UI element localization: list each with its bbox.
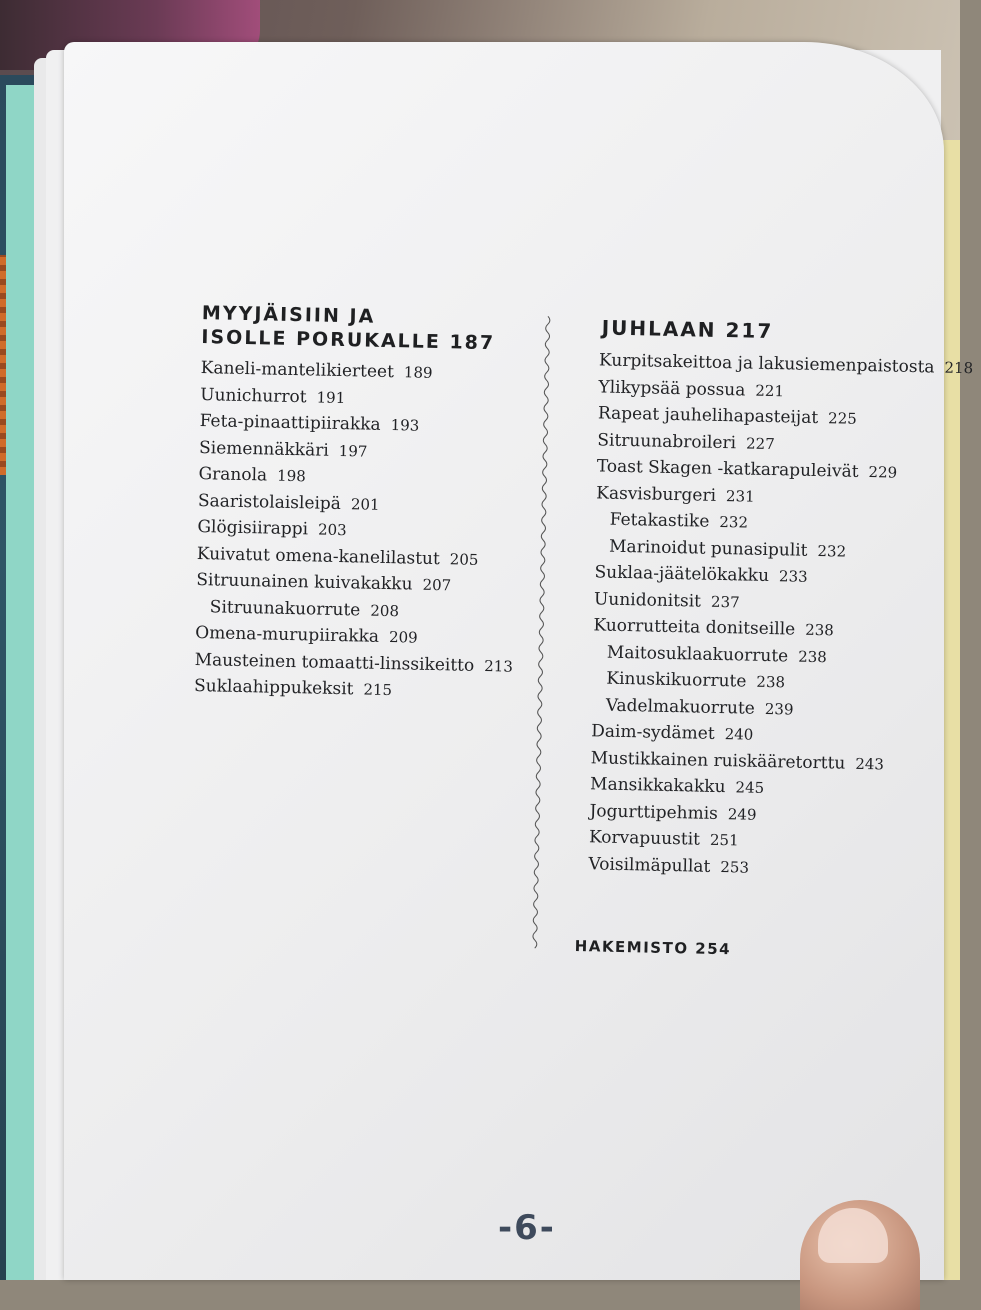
recipe-title: Mansikkakakku	[589, 774, 726, 798]
recipe-title: Maitosuklaakuorrute	[606, 642, 789, 666]
page-ref: 238	[756, 672, 786, 692]
heading-line: MYYJÄISIIN JA	[201, 302, 376, 328]
page-ref: 238	[798, 647, 828, 666]
page-ref: 229	[868, 463, 898, 482]
page-ref: 233	[778, 567, 808, 586]
page-ref: 221	[755, 381, 785, 400]
page-ref: 193	[390, 416, 420, 435]
page-ref: 232	[719, 512, 749, 532]
recipe-title: Granola	[198, 464, 268, 486]
recipe-title: Uunichurrot	[200, 384, 307, 407]
recipe-title: Kuivatut omena-kanelilastut	[196, 543, 441, 569]
recipe-title: Sitruunabroileri	[597, 429, 737, 453]
recipe-title: Rapeat jauhelihapasteijat	[597, 403, 819, 428]
recipe-title: Omena-murupiirakka	[195, 622, 380, 647]
recipe-title: Jogurttipehmis	[589, 800, 719, 824]
recipe-title: Kurpitsakeittoa ja lakusiemenpaistosta	[598, 350, 935, 378]
page-ref: 205	[449, 549, 479, 569]
page-ref: 201	[350, 494, 380, 514]
page-number: -6-	[498, 1208, 556, 1248]
page-ref: 240	[724, 725, 754, 744]
recipe-title: Mustikkainen ruiskääretorttu	[590, 747, 846, 774]
page-ref: 208	[370, 601, 400, 620]
page-ref: 243	[855, 754, 885, 773]
recipe-title: Voisilmäpullat	[588, 853, 711, 877]
recipe-title: Ylikypsää possua	[598, 376, 746, 400]
page-ref: 249	[727, 804, 757, 824]
wavy-divider	[531, 316, 552, 948]
recipe-title: Saaristolaisleipä	[197, 490, 342, 514]
page-ref: 218	[944, 358, 974, 378]
recipe-title: Uunidonitsit	[593, 588, 702, 612]
recipe-title: Marinoidut punasipulit	[608, 536, 808, 561]
index-heading: HAKEMISTO 254	[574, 937, 732, 959]
recipe-title: Toast Skagen -katkarapuleivät	[596, 456, 859, 482]
recipe-title: Kaneli-mantelikierteet	[200, 358, 395, 383]
recipe-title: Suklaa-jäätelökakku	[594, 562, 770, 586]
page-ref: 227	[745, 433, 775, 453]
recipe-title: Siemennäkkäri	[198, 437, 329, 461]
recipe-list-left	[194, 355, 519, 706]
page-ref: 215	[363, 680, 393, 700]
page-ref: 251	[709, 830, 739, 850]
recipe-title: Daim-sydämet	[591, 721, 715, 744]
page-ref: 237	[710, 592, 740, 611]
recipe-title: Sitruunakuorrute	[209, 596, 361, 620]
recipe-title: Kuorrutteita donitseille	[593, 615, 796, 640]
recipe-title: Feta-pinaattipiirakka	[199, 411, 381, 435]
recipe-title: Kasvisburgeri	[596, 482, 717, 506]
page-ref: 239	[764, 699, 794, 719]
recipe-title: Mausteinen tomaatti-linssikeitto	[194, 649, 475, 676]
page-ref: 245	[735, 778, 765, 797]
recipe-title: Fetakastike	[609, 509, 710, 532]
recipe-title: Glögisiirappi	[197, 517, 309, 540]
page-ref: 191	[316, 387, 346, 407]
page-ref: 207	[422, 575, 452, 595]
page-ref: 189	[403, 363, 433, 382]
page-ref: 253	[720, 857, 750, 877]
page-ref: 231	[725, 486, 755, 506]
recipe-title: Suklaahippukeksit	[193, 675, 354, 700]
recipe-title: Kinuskikuorrute	[606, 668, 747, 692]
heading-line: ISOLLE PORUKALLE 187	[201, 326, 496, 355]
page-ref: 232	[817, 541, 847, 561]
recipe-title: Vadelmakuorrute	[605, 695, 756, 719]
section-heading-right: JUHLAAN 217	[601, 315, 774, 344]
page-ref: 198	[276, 466, 306, 486]
page-ref: 225	[827, 409, 857, 428]
page-ref: 197	[338, 441, 368, 461]
page-ref: 238	[804, 620, 834, 640]
page-ref: 209	[388, 628, 418, 647]
recipe-title: Sitruunainen kuivakakku	[196, 570, 413, 595]
recipe-title: Korvapuustit	[588, 827, 701, 850]
section-heading-left	[201, 301, 496, 355]
recipe-list-right	[588, 347, 973, 885]
page-ref: 203	[317, 520, 347, 540]
page-ref: 213	[484, 656, 514, 676]
